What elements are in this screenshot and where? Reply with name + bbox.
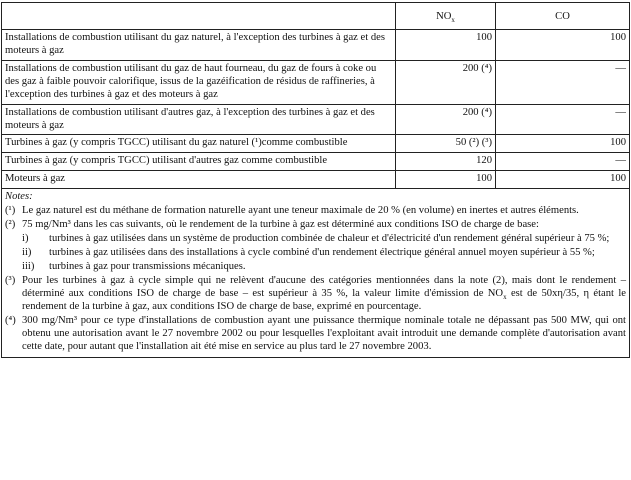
note-marker: (³) (5, 274, 16, 286)
table-row (2, 60, 630, 104)
row-label: Installations de combustion utilisant d'autres gaz, à l'exception des turbines à gaz et des moteurs à gaz (2, 104, 396, 135)
table-row (2, 135, 630, 153)
row-label: Moteurs à gaz (2, 171, 396, 189)
note-4 (5, 315, 626, 354)
nox-value: 120 (396, 153, 496, 171)
note-2-item (22, 261, 626, 274)
note-text: Pour les turbines à gaz à cycle simple qui ne relèvent d'aucune des catégories mentionnées dans la note (2), mais dont le rendement – déterminé aux conditions ISO de charge de base – est supérieur à 35 %, la valeur limite d'émission de $NO_x$ est de 50xη/35, η étant le rendement de la turbine à gaz, aux conditions ISO de charge de base, exprimé en pourcentage. (22, 274, 626, 313)
co-value: — (496, 104, 630, 135)
note-item-marker: iii) (22, 260, 35, 272)
note-item-text: turbines à gaz pour transmissions mécaniques. (49, 260, 246, 272)
notes-title: Notes: (5, 191, 33, 203)
note-item-marker: ii) (22, 246, 32, 258)
co-value: 100 (496, 171, 630, 189)
table-row (2, 153, 630, 171)
note-marker: (⁴) (5, 315, 16, 327)
table-row (2, 104, 630, 135)
note-2-item (22, 247, 626, 260)
note-item-text: turbines à gaz utilisées dans un système de production combinée de chaleur et d'électricité d'un rendement général supérieur à 75 %; (49, 232, 610, 244)
row-label: Turbines à gaz (y compris TGCC) utilisant du gaz naturel (¹)comme combustible (2, 135, 396, 153)
table-row (2, 171, 630, 189)
header-blank (2, 3, 396, 30)
note-marker: (¹) (5, 205, 16, 217)
row-label: Turbines à gaz (y compris TGCC) utilisant d'autres gaz comme combustible (2, 153, 396, 171)
nox-value: 200 (⁴) (396, 60, 496, 104)
co-value: — (496, 153, 630, 171)
row-label: Installations de combustion utilisant du gaz naturel, à l'exception des turbines à gaz et des moteurs à gaz (2, 30, 396, 61)
note-text: 300 mg/Nm³ pour ce type d'installations de combustion ayant une puissance thermique nominale totale ne dépassant pas 500 MW, qui ont obtenu une autorisation avant le 27 novembre 2002 ou pour lesquelles l'exploitant avait introduit une demande complète d'autorisation avant cette date, pour autant que l'installation ait été mise en service au plus tard le 27 novembre 2003. (22, 315, 626, 353)
nox-value: 50 (²) (³) (396, 135, 496, 153)
table-row (2, 30, 630, 61)
nox-value: 100 (396, 171, 496, 189)
note-item-marker: i) (22, 232, 29, 244)
nox-value: 100 (396, 30, 496, 61)
co-value: 100 (496, 30, 630, 61)
note-1 (5, 205, 626, 218)
header-nox: $NO_x$ (396, 3, 496, 30)
note-2 (5, 219, 626, 232)
co-value: 100 (496, 135, 630, 153)
nox-value: 200 (⁴) (396, 104, 496, 135)
note-2-item (22, 233, 626, 246)
note-3 (5, 275, 626, 314)
note-text: 75 mg/Nm³ dans les cas suivants, où le rendement de la turbine à gaz est déterminé aux conditions ISO de charge de base: (22, 219, 539, 231)
note-item-text: turbines à gaz utilisées dans des installations à cycle combiné d'un rendement électrique général annuel moyen supérieur à 55 %; (49, 246, 595, 258)
co-value: — (496, 60, 630, 104)
header-row (2, 3, 630, 30)
row-label: Installations de combustion utilisant du gaz de haut fourneau, du gaz de fours à coke ou des gaz à faible pouvoir calorifique, issus de la gazéification de résidus de raffineries, à l'exception des turbines à gaz et des moteurs à gaz (2, 60, 396, 104)
notes-section (2, 189, 630, 358)
note-text: Le gaz naturel est du méthane de formation naturelle ayant une teneur maximale de 20 % (en volume) en inertes et autres éléments. (22, 205, 579, 217)
emission-limits-table (1, 2, 630, 358)
notes-row (2, 189, 630, 358)
note-marker: (²) (5, 219, 16, 231)
header-co: CO (496, 3, 630, 30)
